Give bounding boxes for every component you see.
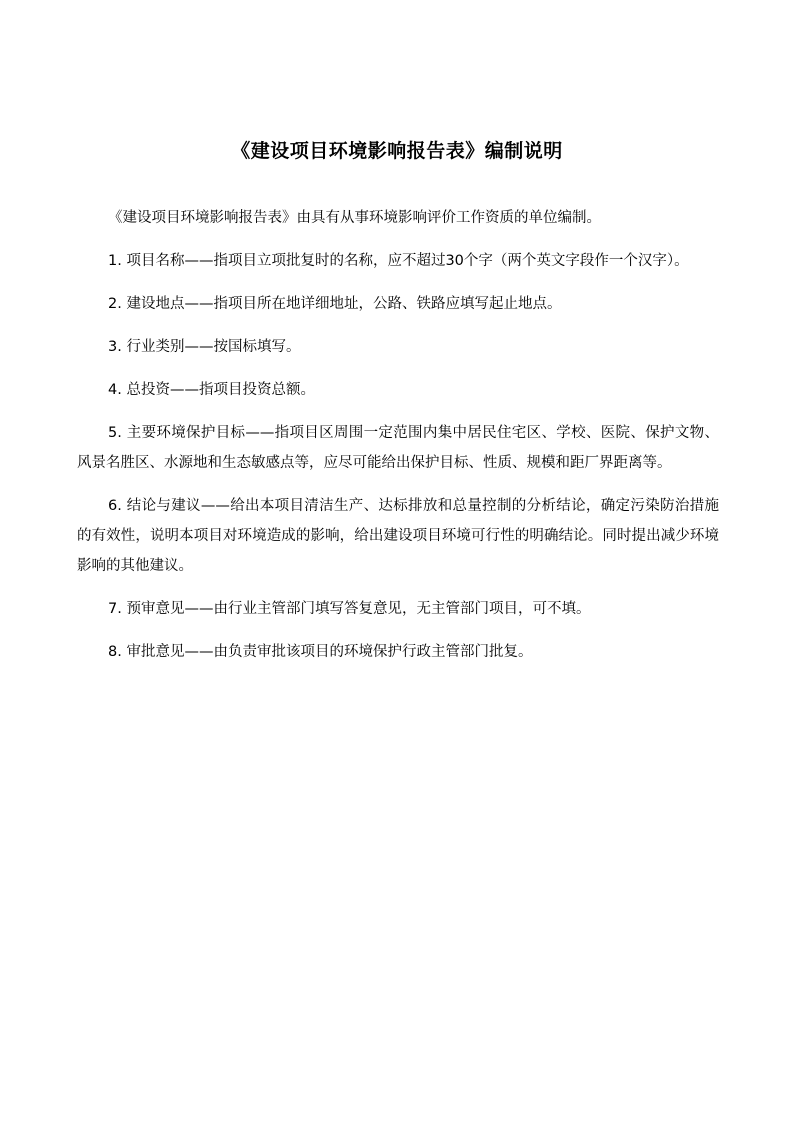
- item-project-name: 1. 项目名称——指项目立项批复时的名称，应不超过30个字（两个英文字段作一个汉字）。: [108, 253, 689, 269]
- item-construction-site: 2. 建设地点——指项目所在地详细地址，公路、铁路应填写起止地点。: [108, 296, 562, 312]
- item-conclusions: 6. 结论与建议——给出本项目清洁生产、达标排放和总量控制的分析结论，确定污染防治措施的有效性，说明本项目对环境造成的影响，给出建设项目环境可行性的明确结论。同时提出减少环境影响的其他建议。: [77, 498, 719, 574]
- intro-paragraph: 《建设项目环境影响报告表》由具有从事环境影响评价工作资质的单位编制。: [108, 210, 601, 226]
- item-protection-targets: 5. 主要环境保护目标——指项目区周围一定范围内集中居民住宅区、学校、医院、保护文物、风景名胜区、水源地和生态敏感点等，应尽可能给出保护目标、性质、规模和距厂界距离等。: [77, 425, 719, 471]
- item-pre-review-opinion: 7. 预审意见——由行业主管部门填写答复意见，无主管部门项目，可不填。: [108, 601, 591, 617]
- item-total-investment: 4. 总投资——指项目投资总额。: [108, 382, 315, 398]
- item-approval-opinion: 8. 审批意见——由负责审批该项目的环境保护行政主管部门批复。: [108, 644, 533, 660]
- item-industry-category: 3. 行业类别——按国标填写。: [108, 339, 301, 355]
- document-title: 《建设项目环境影响报告表》编制说明: [231, 140, 563, 162]
- document-body: [77, 203, 719, 680]
